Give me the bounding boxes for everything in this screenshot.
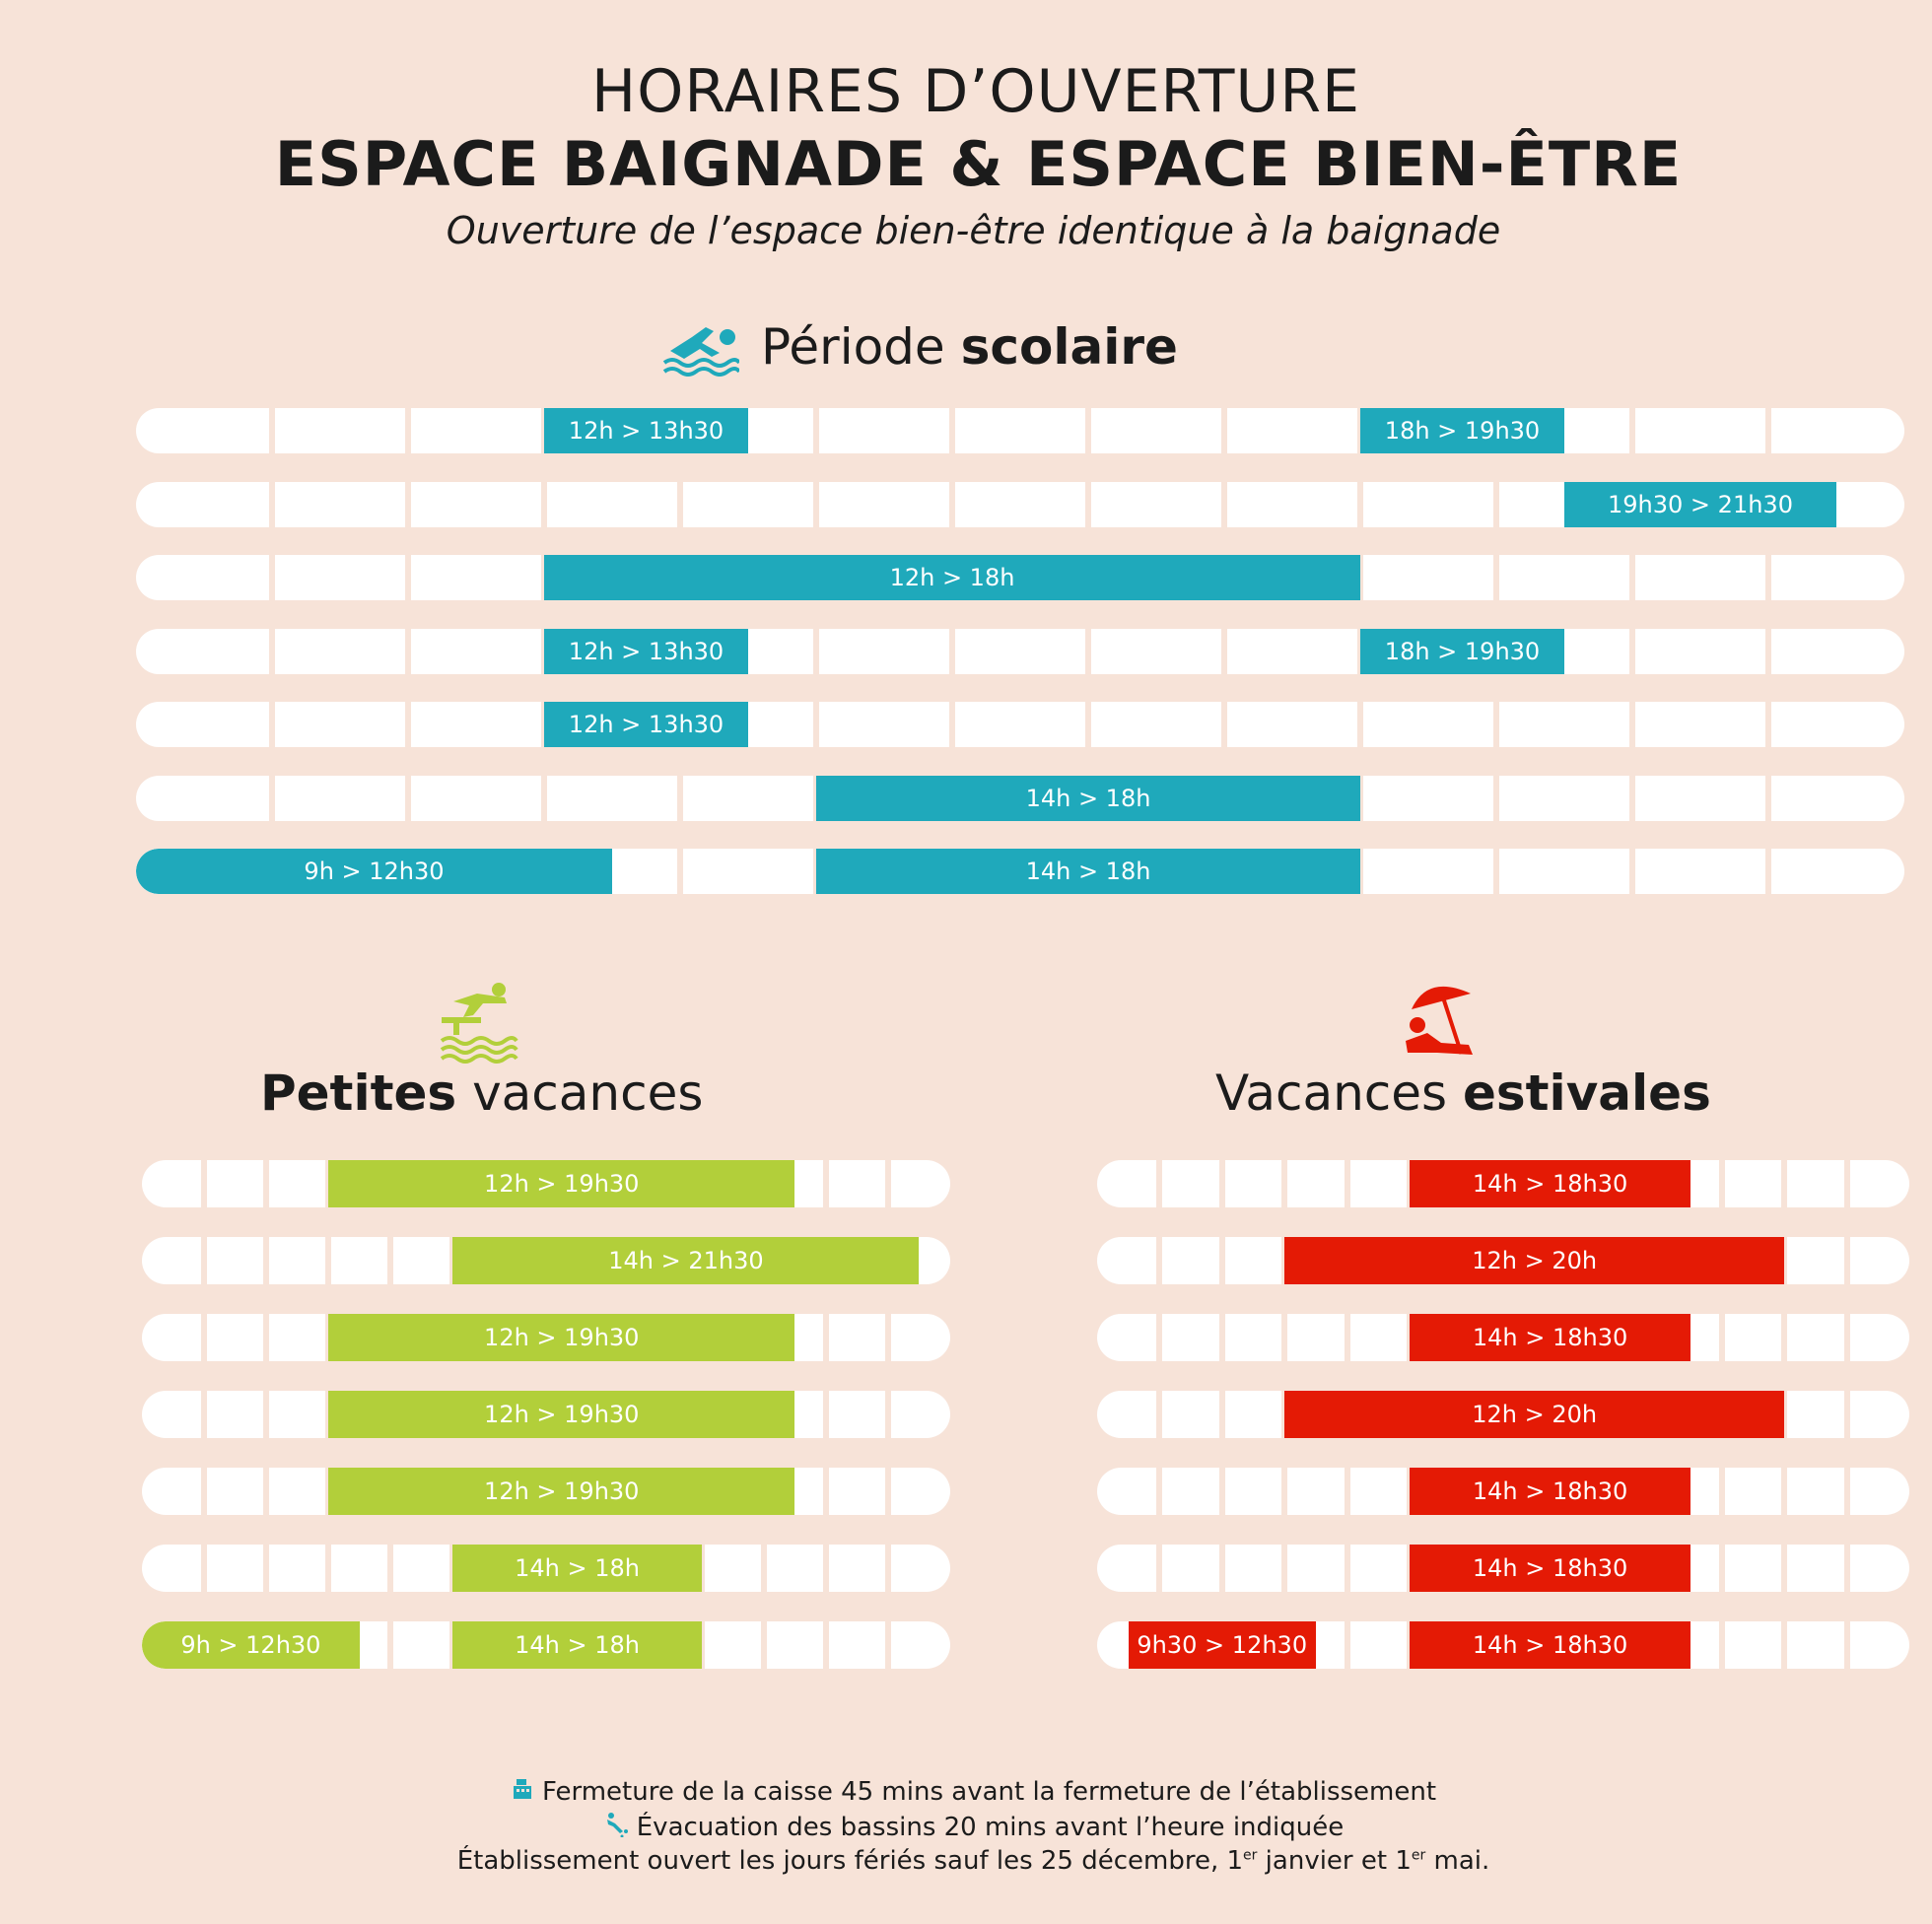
opening-slot: 14h > 18h30 — [1410, 1545, 1690, 1592]
hour-divider — [1629, 776, 1635, 821]
hour-divider — [325, 1545, 331, 1592]
hour-divider — [387, 1621, 393, 1669]
hour-divider — [1765, 629, 1771, 674]
section-scolaire-title-regular: Période — [761, 318, 961, 376]
hour-divider — [1345, 1621, 1350, 1669]
hour-divider — [885, 1314, 891, 1361]
page-subtitle: Ouverture de l’espace bien-être identique à la baignade — [446, 209, 1501, 252]
hour-divider — [1629, 629, 1635, 674]
footer-caisse-text: Fermeture de la caisse 45 mins avant la fermeture de l’établissement — [541, 1777, 1437, 1807]
footer-evacuation-text: Évacuation des bassins 20 mins avant l’heure indiquée — [636, 1813, 1345, 1842]
cash-register-icon — [511, 1777, 534, 1808]
hour-divider — [677, 776, 683, 821]
hour-divider — [1281, 1160, 1287, 1207]
hour-divider — [405, 776, 411, 821]
section-scolaire-header — [662, 308, 1178, 386]
hour-divider — [1844, 1391, 1850, 1438]
hour-divider — [1357, 702, 1363, 747]
section-petites-title-bold: Petites — [260, 1065, 457, 1122]
hour-divider — [1156, 1160, 1162, 1207]
hour-divider — [1493, 849, 1499, 894]
hour-divider — [541, 482, 547, 527]
hour-divider — [1765, 702, 1771, 747]
hour-divider — [405, 482, 411, 527]
section-estivales-title-bold: estivales — [1462, 1065, 1711, 1122]
day-track — [1097, 1391, 1909, 1438]
hour-divider — [269, 629, 275, 674]
day-track — [1097, 1468, 1909, 1515]
hour-divider — [1345, 1545, 1350, 1592]
day-track — [136, 629, 1904, 674]
diving-swimmer-icon — [603, 1812, 629, 1844]
opening-slot: 9h > 12h30 — [136, 849, 612, 894]
day-track — [136, 776, 1904, 821]
hour-divider — [325, 1237, 331, 1284]
day-track — [142, 1545, 950, 1592]
hour-divider — [1085, 408, 1091, 453]
hour-divider — [1221, 702, 1227, 747]
hour-divider — [813, 482, 819, 527]
hour-divider — [949, 629, 955, 674]
opening-slot: 12h > 19h30 — [328, 1391, 794, 1438]
day-track — [1097, 1160, 1909, 1207]
hour-divider — [823, 1468, 829, 1515]
hour-divider — [1629, 408, 1635, 453]
hour-divider — [1345, 1468, 1350, 1515]
hour-divider — [263, 1160, 269, 1207]
opening-slot: 12h > 13h30 — [544, 629, 748, 674]
hour-divider — [1719, 1621, 1725, 1669]
footer-feries-text-c: mai. — [1425, 1846, 1490, 1876]
hour-divider — [761, 1545, 767, 1592]
hour-divider — [201, 1391, 207, 1438]
hour-divider — [1493, 702, 1499, 747]
day-track — [142, 1160, 950, 1207]
hour-divider — [677, 849, 683, 894]
hour-divider — [813, 408, 819, 453]
opening-slot: 12h > 13h30 — [544, 702, 748, 747]
hour-divider — [1781, 1468, 1787, 1515]
hour-divider — [1156, 1468, 1162, 1515]
hour-divider — [1493, 555, 1499, 600]
opening-slot: 12h > 19h30 — [328, 1468, 794, 1515]
swimmer-icon — [662, 317, 739, 377]
hour-divider — [1219, 1160, 1225, 1207]
hour-divider — [1781, 1160, 1787, 1207]
hour-divider — [1844, 1621, 1850, 1669]
opening-slot: 12h > 20h — [1284, 1237, 1784, 1284]
hour-divider — [269, 555, 275, 600]
opening-slot: 12h > 18h — [544, 555, 1360, 600]
opening-slot: 18h > 19h30 — [1360, 408, 1564, 453]
hour-divider — [761, 1621, 767, 1669]
footer-feries-text-a: Établissement ouvert les jours fériés sauf les 25 décembre, 1 — [456, 1846, 1244, 1876]
hour-divider — [1219, 1468, 1225, 1515]
opening-slot: 14h > 18h — [452, 1621, 701, 1669]
opening-slot: 14h > 18h — [452, 1545, 701, 1592]
day-track — [142, 1237, 950, 1284]
footer-line-caisse — [0, 1777, 1932, 1808]
day-track — [142, 1314, 950, 1361]
hour-divider — [823, 1621, 829, 1669]
hour-divider — [1629, 849, 1635, 894]
hour-divider — [885, 1545, 891, 1592]
hour-divider — [949, 482, 955, 527]
hour-divider — [1781, 1621, 1787, 1669]
section-estivales-header — [1215, 1065, 1711, 1122]
hour-divider — [269, 482, 275, 527]
diver-icon — [440, 976, 518, 1065]
hour-divider — [405, 702, 411, 747]
hour-divider — [263, 1545, 269, 1592]
hour-divider — [269, 408, 275, 453]
hour-divider — [885, 1160, 891, 1207]
hour-divider — [813, 629, 819, 674]
hour-divider — [387, 1237, 393, 1284]
hour-divider — [1085, 482, 1091, 527]
hour-divider — [269, 702, 275, 747]
day-track — [136, 849, 1904, 894]
hour-divider — [677, 482, 683, 527]
hour-divider — [263, 1314, 269, 1361]
hour-divider — [813, 702, 819, 747]
hour-divider — [1345, 1314, 1350, 1361]
day-track — [1097, 1237, 1909, 1284]
hour-divider — [1719, 1160, 1725, 1207]
opening-slot: 12h > 20h — [1284, 1391, 1784, 1438]
day-track — [136, 482, 1904, 527]
hour-divider — [1281, 1468, 1287, 1515]
hour-divider — [263, 1391, 269, 1438]
hour-divider — [1221, 629, 1227, 674]
hour-divider — [1219, 1237, 1225, 1284]
hour-divider — [823, 1160, 829, 1207]
hour-divider — [1629, 555, 1635, 600]
opening-slot: 14h > 18h30 — [1410, 1160, 1690, 1207]
hour-divider — [1844, 1237, 1850, 1284]
hour-divider — [1781, 1314, 1787, 1361]
section-estivales-title-regular: Vacances — [1215, 1065, 1463, 1122]
hour-divider — [387, 1545, 393, 1592]
opening-slot: 12h > 19h30 — [328, 1314, 794, 1361]
opening-slot: 14h > 18h30 — [1410, 1468, 1690, 1515]
hour-divider — [1219, 1314, 1225, 1361]
footer-feries-text-b: janvier et 1 — [1257, 1846, 1412, 1876]
hour-divider — [1085, 702, 1091, 747]
day-track — [142, 1391, 950, 1438]
footer-line-evacuation — [0, 1812, 1932, 1844]
hour-divider — [1629, 702, 1635, 747]
section-petites-title-regular: vacances — [456, 1065, 704, 1122]
opening-slot: 9h > 12h30 — [142, 1621, 360, 1669]
hour-divider — [885, 1468, 891, 1515]
day-track — [136, 408, 1904, 453]
day-track — [1097, 1314, 1909, 1361]
opening-slot: 14h > 18h — [816, 849, 1360, 894]
hour-divider — [1156, 1391, 1162, 1438]
hour-divider — [1219, 1391, 1225, 1438]
opening-slot: 12h > 19h30 — [328, 1160, 794, 1207]
hour-divider — [201, 1314, 207, 1361]
hour-divider — [1781, 1545, 1787, 1592]
hour-divider — [823, 1545, 829, 1592]
hour-divider — [1844, 1314, 1850, 1361]
hour-divider — [1493, 776, 1499, 821]
opening-slot: 14h > 21h30 — [452, 1237, 919, 1284]
day-track — [142, 1621, 950, 1669]
hour-divider — [1765, 408, 1771, 453]
section-petites-header — [260, 1065, 703, 1122]
hour-divider — [1085, 629, 1091, 674]
hour-divider — [1219, 1545, 1225, 1592]
hour-divider — [1765, 555, 1771, 600]
hour-divider — [201, 1545, 207, 1592]
hour-divider — [1156, 1237, 1162, 1284]
opening-slot: 19h30 > 21h30 — [1564, 482, 1836, 527]
opening-slot: 14h > 18h — [816, 776, 1360, 821]
hour-divider — [823, 1314, 829, 1361]
hour-divider — [1156, 1314, 1162, 1361]
hour-divider — [405, 629, 411, 674]
hour-divider — [1221, 482, 1227, 527]
footer-feries-sup2: er — [1411, 1847, 1426, 1864]
hour-divider — [201, 1160, 207, 1207]
hour-divider — [269, 776, 275, 821]
day-track — [136, 702, 1904, 747]
hour-divider — [885, 1621, 891, 1669]
hour-divider — [949, 702, 955, 747]
hour-divider — [1765, 776, 1771, 821]
section-scolaire-title-bold: scolaire — [960, 318, 1178, 376]
hour-divider — [263, 1468, 269, 1515]
footer-feries-sup1: er — [1243, 1847, 1258, 1864]
opening-slot: 12h > 13h30 — [544, 408, 748, 453]
hour-divider — [263, 1237, 269, 1284]
hour-divider — [1221, 408, 1227, 453]
hour-divider — [885, 1391, 891, 1438]
day-track — [1097, 1621, 1909, 1669]
hour-divider — [1719, 1545, 1725, 1592]
hour-divider — [1844, 1468, 1850, 1515]
hour-divider — [1844, 1545, 1850, 1592]
opening-slot: 14h > 18h30 — [1410, 1621, 1690, 1669]
opening-slot: 18h > 19h30 — [1360, 629, 1564, 674]
opening-slot: 9h30 > 12h30 — [1129, 1621, 1316, 1669]
hour-divider — [405, 555, 411, 600]
page-title-line2: ESPACE BAIGNADE & ESPACE BIEN-ÊTRE — [274, 128, 1683, 200]
hour-divider — [201, 1468, 207, 1515]
hour-divider — [1844, 1160, 1850, 1207]
hour-divider — [1357, 482, 1363, 527]
opening-slot: 14h > 18h30 — [1410, 1314, 1690, 1361]
hour-divider — [1345, 1160, 1350, 1207]
hour-divider — [201, 1237, 207, 1284]
hour-divider — [949, 408, 955, 453]
hour-divider — [823, 1391, 829, 1438]
day-track — [1097, 1545, 1909, 1592]
footer-line-feries — [0, 1846, 1932, 1876]
beach-umbrella-icon — [1398, 980, 1479, 1065]
hour-divider — [1156, 1545, 1162, 1592]
hour-divider — [541, 776, 547, 821]
hour-divider — [1281, 1314, 1287, 1361]
hour-divider — [1719, 1468, 1725, 1515]
hour-divider — [1281, 1545, 1287, 1592]
page-title-line1: HORAIRES D’OUVERTURE — [591, 57, 1360, 126]
hour-divider — [1493, 482, 1499, 527]
hour-divider — [405, 408, 411, 453]
day-track — [142, 1468, 950, 1515]
hour-divider — [1765, 849, 1771, 894]
hour-divider — [1719, 1314, 1725, 1361]
day-track — [136, 555, 1904, 600]
